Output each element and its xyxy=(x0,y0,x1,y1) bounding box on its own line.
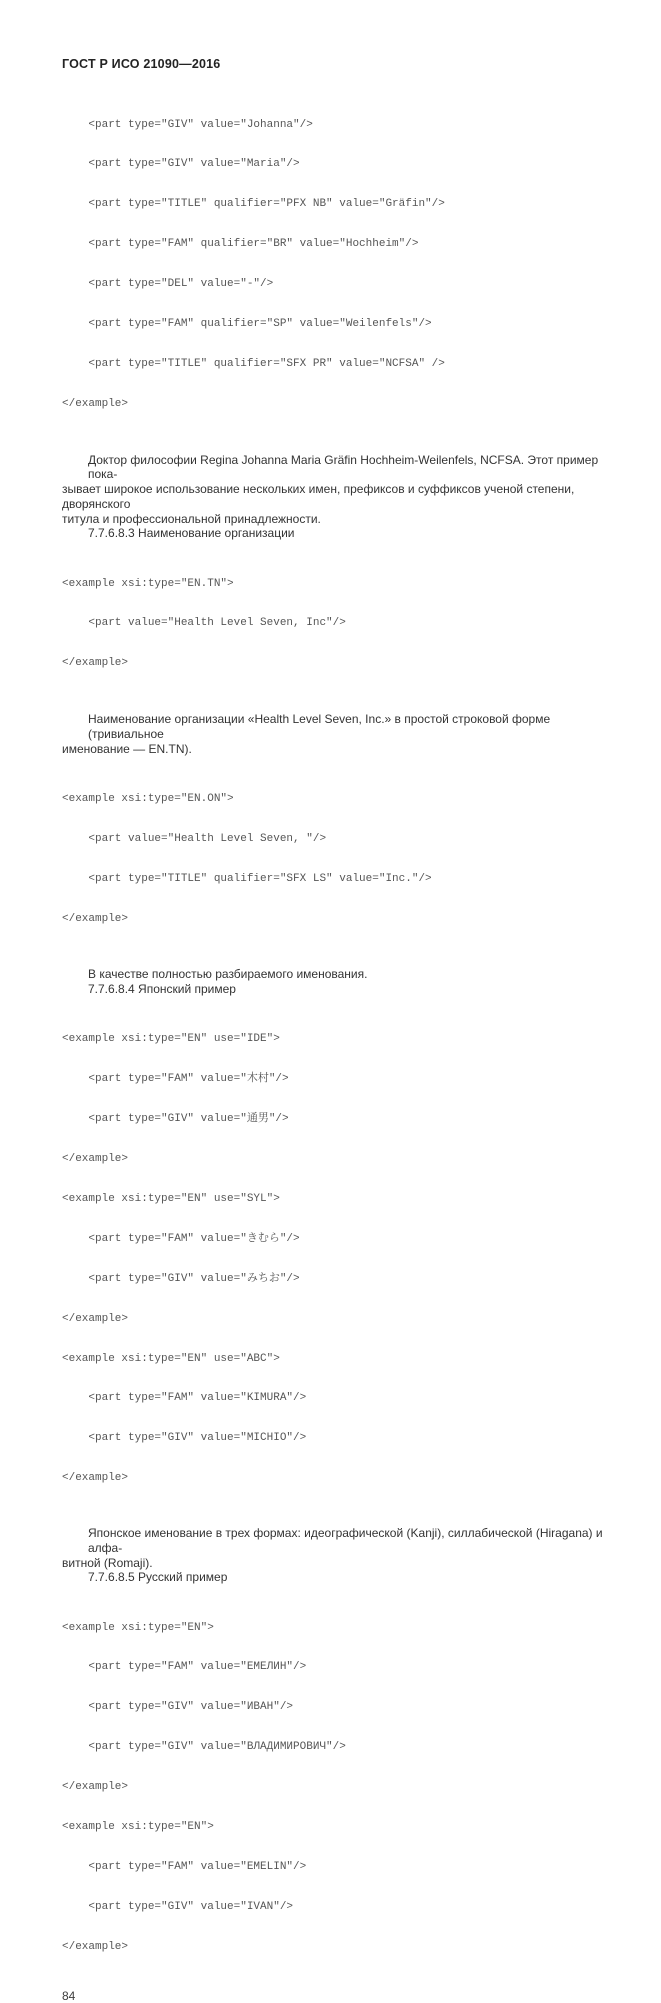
code-line: <example xsi:type="EN"> xyxy=(62,1621,214,1634)
code-line: </example> xyxy=(62,1781,129,1794)
code-block-org-parsed xyxy=(62,766,603,952)
code-line: <part type="TITLE" qualifier="PFX NB" value="Gräfin"/> xyxy=(62,198,445,211)
code-line: <part type="GIV" value="MICHIO"/> xyxy=(62,1432,307,1445)
code-line: <example xsi:type="EN.ON"> xyxy=(62,792,234,805)
code-line: <part type="FAM" qualifier="SP" value="Weilenfels"/> xyxy=(62,318,432,331)
code-line: </example> xyxy=(62,1472,129,1485)
section-heading-7-7-6-8-5: 7.7.6.8.5 Русский пример xyxy=(88,1570,228,1585)
section-heading-7-7-6-8-3: 7.7.6.8.3 Наименование организации xyxy=(88,526,295,541)
code-line: <part type="TITLE" qualifier="SFX LS" value="Inc."/> xyxy=(62,872,432,885)
code-line: </example> xyxy=(62,397,129,410)
document-title: ГОСТ Р ИСО 21090—2016 xyxy=(62,57,221,71)
code-line: <part type="GIV" value="IVAN"/> xyxy=(62,1900,294,1913)
section-heading-7-7-6-8-4: 7.7.6.8.4 Японский пример xyxy=(88,982,236,997)
code-line: <example xsi:type="EN" use="SYL"> xyxy=(62,1193,280,1206)
code-line: </example> xyxy=(62,657,129,670)
code-line: <example xsi:type="EN.TN"> xyxy=(62,577,234,590)
paragraph-japanese-description xyxy=(62,1526,606,1585)
code-line: <part type="GIV" value="Maria"/> xyxy=(62,158,300,171)
code-line: <part type="GIV" value="ВЛАДИМИРОВИЧ"/> xyxy=(62,1741,346,1754)
code-line: </example> xyxy=(62,1153,129,1166)
code-line: <part type="FAM" qualifier="BR" value="Hochheim"/> xyxy=(62,238,419,251)
text-line: Японское именование в трех формах: идеографической (Kanji), силлабической (Hiragana) и алфа- xyxy=(88,1526,606,1555)
code-line: </example> xyxy=(62,1940,129,1953)
code-line: <example xsi:type="EN"> xyxy=(62,1821,214,1834)
code-line: <part type="GIV" value="通男"/> xyxy=(62,1113,289,1126)
code-line: <example xsi:type="EN" use="IDE"> xyxy=(62,1033,280,1046)
code-line: <part type="FAM" value="きむら"/> xyxy=(62,1232,300,1245)
page-number: 84 xyxy=(62,1988,76,2003)
code-line: <part type="FAM" value="KIMURA"/> xyxy=(62,1392,307,1405)
code-line: <part value="Health Level Seven, "/> xyxy=(62,832,327,845)
paragraph-german-name-description xyxy=(62,453,603,541)
text-line: зывает широкое использование нескольких имен, префиксов и суффиксов ученой степени, дворянского xyxy=(62,482,578,511)
code-line: </example> xyxy=(62,912,129,925)
code-line: <part type="FAM" value="EMELIN"/> xyxy=(62,1860,307,1873)
text-line: Доктор философии Regina Johanna Maria Gräfin Hochheim-Weilenfels, NCFSA. Этот пример пока- xyxy=(88,452,602,482)
code-line: <part type="FAM" value="木村"/> xyxy=(62,1073,289,1086)
code-line: <example xsi:type="EN" use="ABC"> xyxy=(62,1352,280,1365)
code-line: </example> xyxy=(62,1312,129,1325)
code-line: <part type="DEL" value="-"/> xyxy=(62,278,274,291)
text-line: именование — EN.TN). xyxy=(62,741,192,756)
code-line: <part type="GIV" value="ИВАН"/> xyxy=(62,1701,294,1714)
code-line: <part value="Health Level Seven, Inc"/> xyxy=(62,617,346,630)
code-line: <part type="GIV" value="Johanna"/> xyxy=(62,118,313,131)
code-block-german-name xyxy=(62,92,603,438)
code-line: <part type="FAM" value="ЕМЕЛИН"/> xyxy=(62,1661,307,1674)
text-line: Наименование организации «Health Level Seven, Inc.» в простой строковой форме (тривиальное xyxy=(88,712,554,741)
code-block-japanese xyxy=(62,1007,603,1512)
code-line: <part type="GIV" value="みちお"/> xyxy=(62,1272,300,1285)
paragraph-org-trivial-description xyxy=(62,712,603,756)
paragraph-org-parsed-description xyxy=(62,967,603,996)
code-block-org-trivial xyxy=(62,551,603,697)
text-line: титула и профессиональной принадлежности. xyxy=(62,511,321,526)
text-line: витной (Romaji). xyxy=(62,1555,153,1570)
code-block-russian xyxy=(62,1595,603,1981)
text-line: В качестве полностью разбираемого именования. xyxy=(88,967,368,982)
code-line: <part type="TITLE" qualifier="SFX PR" value="NCFSA" /> xyxy=(62,357,445,370)
